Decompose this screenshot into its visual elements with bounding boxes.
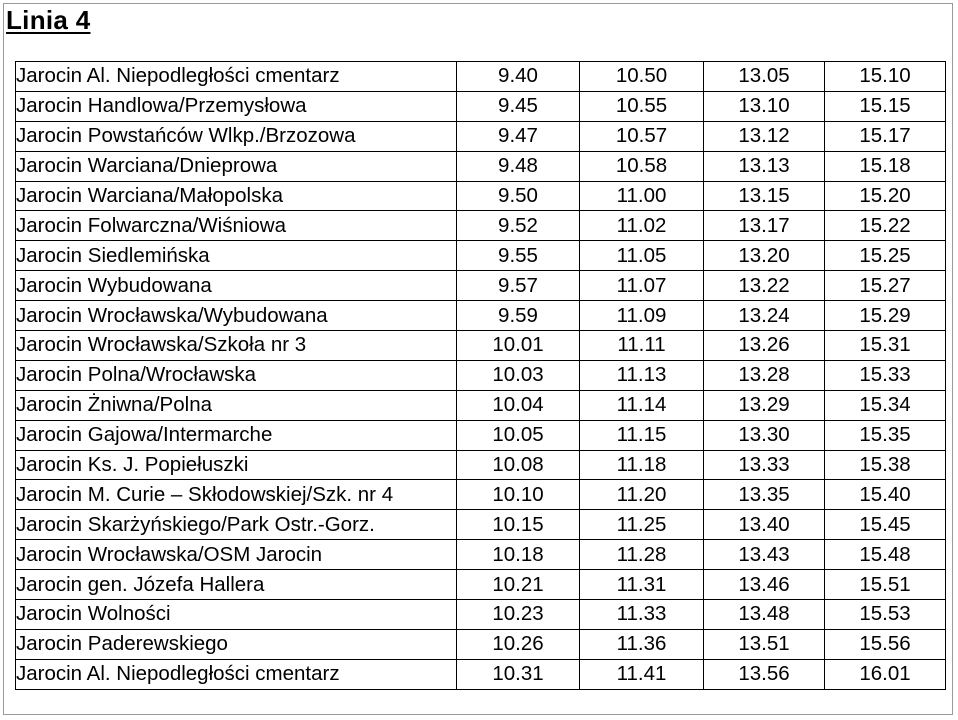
departure-time-cell: 9.48	[457, 151, 580, 181]
table-row	[16, 181, 946, 211]
departure-time-cell: 13.46	[704, 570, 825, 600]
table-row	[16, 450, 946, 480]
departure-time-cell: 10.21	[457, 570, 580, 600]
table-row	[16, 510, 946, 540]
departure-time-cell: 16.01	[825, 659, 946, 689]
departure-time-cell: 13.05	[704, 62, 825, 92]
departure-time-cell: 13.26	[704, 331, 825, 361]
departure-time-cell: 15.22	[825, 211, 946, 241]
stop-name-cell: Jarocin Wrocławska/OSM Jarocin	[16, 540, 457, 570]
departure-time-cell: 13.20	[704, 241, 825, 271]
departure-time-cell: 15.38	[825, 450, 946, 480]
departure-time-cell: 11.25	[580, 510, 704, 540]
departure-time-cell: 10.50	[580, 62, 704, 92]
departure-time-cell: 11.41	[580, 659, 704, 689]
stop-name-cell: Jarocin Al. Niepodległości cmentarz	[16, 62, 457, 92]
departure-time-cell: 10.08	[457, 450, 580, 480]
departure-time-cell: 10.58	[580, 151, 704, 181]
stop-name-cell: Jarocin Warciana/Dnieprowa	[16, 151, 457, 181]
departure-time-cell: 11.33	[580, 600, 704, 630]
departure-time-cell: 15.10	[825, 62, 946, 92]
departure-time-cell: 15.29	[825, 301, 946, 331]
departure-time-cell: 11.28	[580, 540, 704, 570]
stop-name-cell: Jarocin Warciana/Małopolska	[16, 181, 457, 211]
departure-time-cell: 13.29	[704, 390, 825, 420]
stop-name-cell: Jarocin Żniwna/Polna	[16, 390, 457, 420]
page-title: Linia 4	[6, 5, 91, 35]
stop-name-cell: Jarocin Wybudowana	[16, 271, 457, 301]
departure-time-cell: 11.00	[580, 181, 704, 211]
table-row	[16, 600, 946, 630]
timetable-body	[16, 62, 946, 690]
departure-time-cell: 13.48	[704, 600, 825, 630]
departure-time-cell: 15.17	[825, 121, 946, 151]
table-row	[16, 570, 946, 600]
table-row	[16, 271, 946, 301]
table-row	[16, 540, 946, 570]
table-row	[16, 659, 946, 689]
departure-time-cell: 11.18	[580, 450, 704, 480]
stop-name-cell: Jarocin Powstańców Wlkp./Brzozowa	[16, 121, 457, 151]
departure-time-cell: 15.15	[825, 91, 946, 121]
stop-name-cell: Jarocin Wrocławska/Szkoła nr 3	[16, 331, 457, 361]
departure-time-cell: 13.43	[704, 540, 825, 570]
departure-time-cell: 15.20	[825, 181, 946, 211]
departure-time-cell: 15.27	[825, 271, 946, 301]
departure-time-cell: 11.05	[580, 241, 704, 271]
stop-name-cell: Jarocin Paderewskiego	[16, 629, 457, 659]
table-row	[16, 241, 946, 271]
stop-name-cell: Jarocin Folwarczna/Wiśniowa	[16, 211, 457, 241]
departure-time-cell: 11.09	[580, 301, 704, 331]
departure-time-cell: 10.18	[457, 540, 580, 570]
departure-time-cell: 11.07	[580, 271, 704, 301]
departure-time-cell: 10.55	[580, 91, 704, 121]
departure-time-cell: 10.03	[457, 360, 580, 390]
departure-time-cell: 15.53	[825, 600, 946, 630]
departure-time-cell: 9.50	[457, 181, 580, 211]
table-row	[16, 301, 946, 331]
table-row	[16, 331, 946, 361]
departure-time-cell: 13.30	[704, 420, 825, 450]
departure-time-cell: 13.12	[704, 121, 825, 151]
departure-time-cell: 13.28	[704, 360, 825, 390]
departure-time-cell: 11.11	[580, 331, 704, 361]
departure-time-cell: 10.05	[457, 420, 580, 450]
departure-time-cell: 10.31	[457, 659, 580, 689]
departure-time-cell: 13.10	[704, 91, 825, 121]
departure-time-cell: 10.04	[457, 390, 580, 420]
departure-time-cell: 13.15	[704, 181, 825, 211]
departure-time-cell: 10.57	[580, 121, 704, 151]
departure-time-cell: 13.17	[704, 211, 825, 241]
departure-time-cell: 15.48	[825, 540, 946, 570]
table-row	[16, 91, 946, 121]
table-row	[16, 420, 946, 450]
stop-name-cell: Jarocin gen. Józefa Hallera	[16, 570, 457, 600]
timetable	[15, 61, 946, 690]
table-row	[16, 211, 946, 241]
table-row	[16, 121, 946, 151]
departure-time-cell: 13.24	[704, 301, 825, 331]
departure-time-cell: 13.22	[704, 271, 825, 301]
departure-time-cell: 15.31	[825, 331, 946, 361]
departure-time-cell: 13.35	[704, 480, 825, 510]
stop-name-cell: Jarocin Al. Niepodległości cmentarz	[16, 659, 457, 689]
departure-time-cell: 11.02	[580, 211, 704, 241]
departure-time-cell: 13.56	[704, 659, 825, 689]
departure-time-cell: 11.36	[580, 629, 704, 659]
stop-name-cell: Jarocin Gajowa/Intermarche	[16, 420, 457, 450]
stop-name-cell: Jarocin Polna/Wrocławska	[16, 360, 457, 390]
departure-time-cell: 15.56	[825, 629, 946, 659]
departure-time-cell: 13.33	[704, 450, 825, 480]
departure-time-cell: 15.45	[825, 510, 946, 540]
departure-time-cell: 10.26	[457, 629, 580, 659]
departure-time-cell: 9.40	[457, 62, 580, 92]
departure-time-cell: 15.35	[825, 420, 946, 450]
departure-time-cell: 15.33	[825, 360, 946, 390]
departure-time-cell: 10.10	[457, 480, 580, 510]
departure-time-cell: 15.40	[825, 480, 946, 510]
departure-time-cell: 10.23	[457, 600, 580, 630]
departure-time-cell: 15.18	[825, 151, 946, 181]
table-row	[16, 390, 946, 420]
departure-time-cell: 13.13	[704, 151, 825, 181]
stop-name-cell: Jarocin Skarżyńskiego/Park Ostr.-Gorz.	[16, 510, 457, 540]
departure-time-cell: 9.55	[457, 241, 580, 271]
departure-time-cell: 15.25	[825, 241, 946, 271]
departure-time-cell: 11.15	[580, 420, 704, 450]
departure-time-cell: 10.15	[457, 510, 580, 540]
table-row	[16, 480, 946, 510]
departure-time-cell: 9.47	[457, 121, 580, 151]
table-row	[16, 151, 946, 181]
stop-name-cell: Jarocin Wolności	[16, 600, 457, 630]
table-row	[16, 62, 946, 92]
table-row	[16, 629, 946, 659]
departure-time-cell: 10.01	[457, 331, 580, 361]
stop-name-cell: Jarocin Handlowa/Przemysłowa	[16, 91, 457, 121]
departure-time-cell: 11.20	[580, 480, 704, 510]
departure-time-cell: 11.13	[580, 360, 704, 390]
departure-time-cell: 15.51	[825, 570, 946, 600]
stop-name-cell: Jarocin Ks. J. Popiełuszki	[16, 450, 457, 480]
departure-time-cell: 9.52	[457, 211, 580, 241]
stop-name-cell: Jarocin Wrocławska/Wybudowana	[16, 301, 457, 331]
stop-name-cell: Jarocin M. Curie – Skłodowskiej/Szk. nr 4	[16, 480, 457, 510]
departure-time-cell: 9.45	[457, 91, 580, 121]
departure-time-cell: 9.57	[457, 271, 580, 301]
departure-time-cell: 11.14	[580, 390, 704, 420]
departure-time-cell: 15.34	[825, 390, 946, 420]
departure-time-cell: 13.51	[704, 629, 825, 659]
table-row	[16, 360, 946, 390]
departure-time-cell: 9.59	[457, 301, 580, 331]
departure-time-cell: 11.31	[580, 570, 704, 600]
departure-time-cell: 13.40	[704, 510, 825, 540]
stop-name-cell: Jarocin Siedlemińska	[16, 241, 457, 271]
